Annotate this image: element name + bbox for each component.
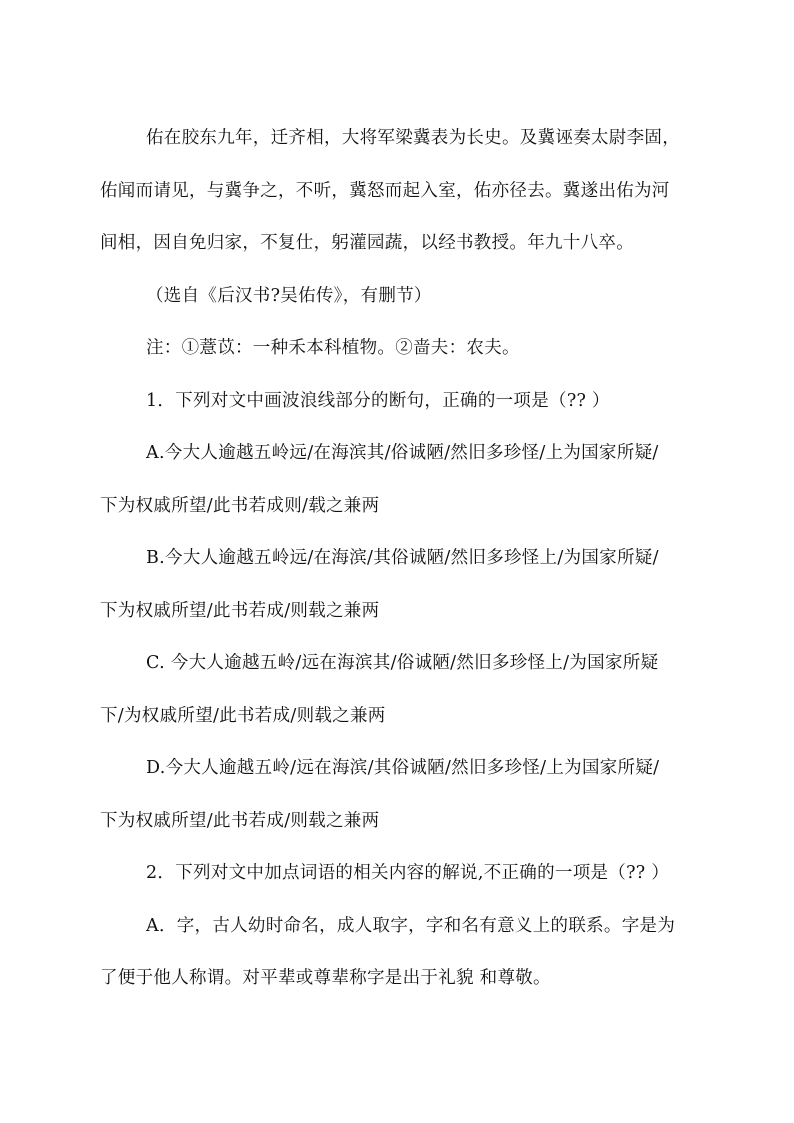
option-text-line: B.今大人逾越五岭远/在海滨/其俗诚陋/然旧多珍怪上/为国家所疑/ — [146, 548, 659, 568]
option-text-line: 下为权戚所望/此书若成/则载之兼两 — [100, 810, 380, 831]
option-text-line: 下为权戚所望/此书若成则/载之兼两 — [100, 495, 380, 516]
document-content — [100, 112, 700, 1005]
option-text-line: A.今大人逾越五岭远/在海滨其/俗诚陋/然旧多珍怪/上为国家所疑/ — [146, 443, 659, 463]
question-option — [100, 427, 700, 532]
option-text-line: 了便于他人称谓。对平辈或尊辈称字是出于礼貌 和尊敬。 — [100, 968, 551, 988]
option-text-line: 下为权戚所望/此书若成/则载之兼两 — [100, 600, 380, 621]
source-citation: （选自《后汉书?吴佑传》，有删节） — [146, 285, 432, 306]
question-option — [100, 900, 700, 1005]
option-text-line: 下/为权戚所望/此书若成/则载之兼两 — [100, 705, 386, 726]
question-option — [100, 637, 700, 742]
passage-line: 佑闻而请见，与冀争之，不听，冀怒而起入室，佑亦径去。冀遂出佑为河 — [100, 180, 670, 201]
question-stem: 1．下列对文中画波浪线部分的断句，正确的一项是（?? ） — [146, 390, 610, 411]
option-text-line: D.今大人逾越五岭/远在海滨/其俗诚陋/然旧多珍怪/上为国家所疑/ — [146, 758, 660, 778]
passage-paragraph — [100, 112, 700, 270]
option-text-line: A．字，古人幼时命名，成人取字，字和名有意义上的联系。字是为 — [146, 915, 676, 936]
passage-line: 间相，因自免归家，不复仕，躬灌园蔬，以经书教授。年九十八卒。 — [100, 233, 634, 253]
annotation-notes: 注：①薏苡：一种禾本科植物。②啬夫：农夫。 — [146, 338, 520, 358]
question-stem: 2．下列对文中加点词语的相关内容的解说,不正确的一项是（?? ） — [146, 863, 670, 883]
option-text-line: C. 今大人逾越五岭/远在海滨其/俗诚陋/然旧多珍怪上/为国家所疑 — [146, 653, 659, 673]
passage-line: 佑在胶东九年，迁齐相，大将军梁冀表为长史。及冀诬奏太尉李固， — [146, 128, 680, 148]
question-2 — [100, 847, 700, 1005]
question-1 — [100, 375, 700, 848]
question-option — [100, 742, 700, 847]
question-option — [100, 532, 700, 637]
